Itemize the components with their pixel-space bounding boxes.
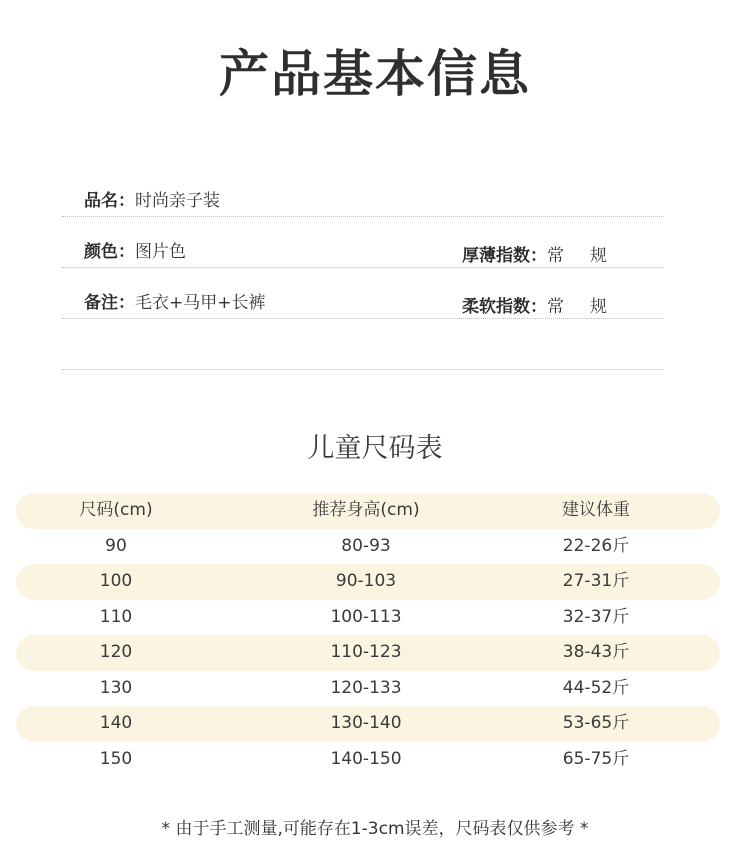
row-height: 110-123 xyxy=(330,642,402,662)
info-row-color xyxy=(62,217,664,268)
page-title: 产品基本信息 xyxy=(219,44,531,103)
size-table xyxy=(16,493,720,777)
name-label: 品名： xyxy=(84,191,135,211)
row-size: 120 xyxy=(99,642,133,662)
row-weight: 27-31斤 xyxy=(562,571,630,591)
row-size: 150 xyxy=(99,748,133,769)
row-height: 90-103 xyxy=(335,571,397,591)
size-table-header xyxy=(16,493,720,529)
info-name xyxy=(84,186,220,211)
softness-label: 柔软指数： xyxy=(462,297,547,317)
row-height: 130-140 xyxy=(330,713,402,733)
row-weight: 38-43斤 xyxy=(562,642,630,662)
size-table-row xyxy=(16,600,720,636)
row-weight: 65-75斤 xyxy=(562,748,630,769)
note-value: 毛衣+马甲+长裤 xyxy=(135,293,266,313)
softness-value: 常规 xyxy=(547,297,633,317)
footnote: * 由于手工测量,可能存在1-3cm误差，尺码表仅供参考 * xyxy=(161,819,589,839)
row-weight: 32-37斤 xyxy=(562,606,630,627)
note-label: 备注： xyxy=(84,293,135,313)
info-color xyxy=(84,237,186,262)
size-table-row xyxy=(16,742,720,778)
info-thickness xyxy=(462,241,633,266)
color-value: 图片色 xyxy=(135,242,186,262)
row-height: 140-150 xyxy=(330,748,402,769)
size-chart-title: 儿童尺码表 xyxy=(307,433,443,464)
row-weight: 53-65斤 xyxy=(562,713,630,733)
size-table-row xyxy=(16,635,720,671)
info-note xyxy=(84,288,266,313)
thickness-label: 厚薄指数： xyxy=(462,246,547,266)
row-height: 120-133 xyxy=(330,677,402,698)
row-height: 80-93 xyxy=(341,535,391,556)
row-weight: 44-52斤 xyxy=(562,677,630,698)
product-info-block xyxy=(62,166,664,370)
row-size: 110 xyxy=(99,606,133,627)
row-size: 140 xyxy=(99,713,133,733)
row-size: 130 xyxy=(99,677,133,698)
row-size: 90 xyxy=(105,535,127,556)
size-table-row xyxy=(16,564,720,600)
thickness-value: 常规 xyxy=(547,246,633,266)
info-row-empty xyxy=(62,319,664,370)
header-size: 尺码(cm) xyxy=(79,500,153,520)
name-value: 时尚亲子装 xyxy=(135,191,220,211)
size-table-row xyxy=(16,706,720,742)
header-height: 推荐身高(cm) xyxy=(312,500,420,520)
color-label: 颜色： xyxy=(84,242,135,262)
info-row-name xyxy=(62,166,664,217)
size-table-row xyxy=(16,529,720,565)
row-size: 100 xyxy=(99,571,133,591)
header-weight: 建议体重 xyxy=(562,500,630,520)
info-softness xyxy=(462,292,633,317)
size-table-row xyxy=(16,671,720,707)
row-weight: 22-26斤 xyxy=(562,535,630,556)
info-row-note xyxy=(62,268,664,319)
row-height: 100-113 xyxy=(330,606,402,627)
